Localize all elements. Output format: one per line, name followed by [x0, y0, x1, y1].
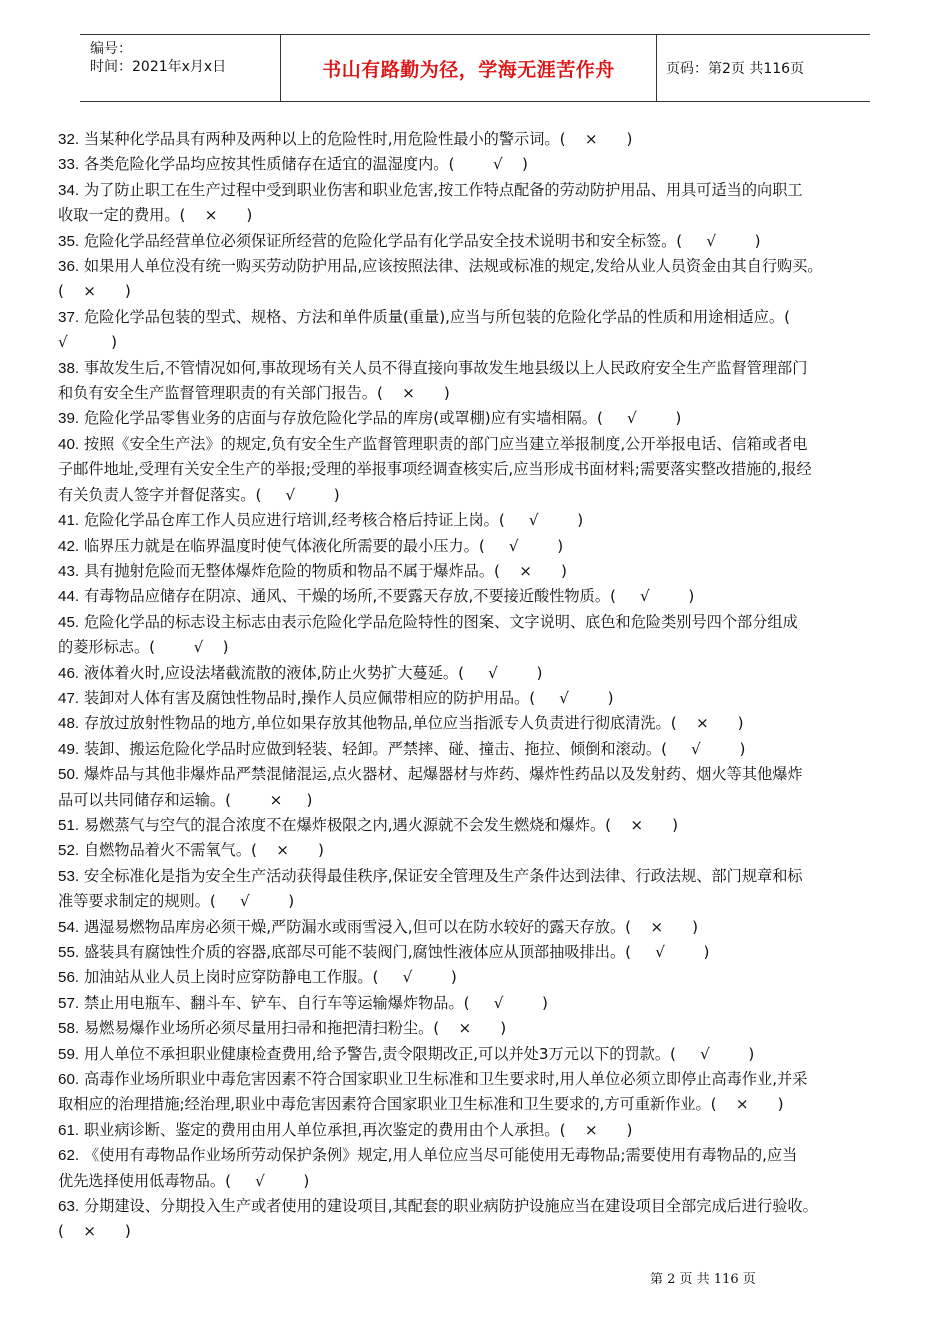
- question-text: 有毒物品应储存在阴凉、通风、干燥的场所,不要露天存放,不要接近酸性物质。( √ ): [83, 587, 695, 606]
- question-text: 当某种化学品具有两种及两种以上的危险性时,用危险性最小的警示词。( × ): [83, 130, 633, 148]
- question-text: 危险化学品零售业务的店面与存放危险化学品的库房(或罩棚)应有实墙相隔。( √ ): [83, 409, 682, 428]
- question-line: [58, 127, 903, 152]
- serial-label: 编号：: [90, 41, 132, 57]
- question-line: [58, 584, 903, 609]
- question-number: 60.: [58, 1071, 80, 1089]
- question-number: 44.: [58, 588, 80, 606]
- question-number: 34.: [58, 181, 80, 199]
- question-number: 54.: [58, 918, 80, 936]
- question-line: [58, 1092, 903, 1117]
- question-text: 事故发生后,不管情况如何,事故现场有关人员不得直接向事故发生地县级以上人民政府安全生产监督管理部门: [83, 358, 808, 377]
- question-text: 分期建设、分期投入生产或者使用的建设项目,其配套的职业病防护设施应当在建设项目全部完成后进行验收。: [83, 1197, 818, 1216]
- question-text: 危险化学品包装的型式、规格、方法和单件质量(重量),应当与所包装的危险化学品的性质和用途相适应。(: [83, 307, 790, 326]
- question-text: 取相应的治理措施;经治理,职业中毒危害因素符合国家职业卫生标准和卫生要求的,方可重新作业。( × ): [58, 1095, 784, 1114]
- question-number: 42.: [58, 537, 80, 555]
- question-line: [58, 661, 903, 686]
- question-line: [58, 915, 903, 940]
- question-line: [58, 356, 903, 381]
- question-text: 各类危险化学品均应按其性质储存在适宜的温湿度内。( √ ): [83, 155, 528, 174]
- question-line: [58, 762, 903, 787]
- question-text: 品可以共同储存和运输。( × ): [58, 790, 313, 809]
- question-line: [58, 813, 903, 838]
- date-label: 时间：2021年x月x日: [90, 59, 227, 75]
- question-number: 48.: [58, 715, 80, 733]
- question-line: [58, 991, 903, 1016]
- header-page-cell: [656, 34, 870, 102]
- question-line: [58, 203, 903, 228]
- header-meta-cell: [80, 34, 280, 102]
- question-text: 用人单位不承担职业健康检查费用,给予警告,责令限期改正,可以并处3万元以下的罚款。( √ ): [83, 1044, 755, 1063]
- motto: 书山有路勤为径，学海无涯苦作舟: [322, 58, 615, 81]
- question-line: [58, 508, 903, 533]
- question-text: 易燃蒸气与空气的混合浓度不在爆炸极限之内,遇火源就不会发生燃烧和爆炸。( × ): [83, 815, 679, 834]
- question-text: 高毒作业场所职业中毒危害因素不符合国家职业卫生标准和卫生要求时,用人单位必须立即停止高毒作业,并采: [83, 1070, 808, 1089]
- question-text: 有关负责人签字并督促落实。( √ ): [58, 485, 340, 504]
- question-line: [58, 635, 903, 660]
- question-line: [58, 1143, 903, 1168]
- question-text: 易燃易爆作业场所必须尽量用扫帚和拖把清扫粉尘。( × ): [83, 1019, 507, 1038]
- question-line: [58, 483, 903, 508]
- question-number: 39.: [58, 410, 80, 428]
- question-line: [58, 152, 903, 177]
- question-line: [58, 838, 903, 863]
- question-number: 53.: [58, 867, 80, 885]
- question-number: 63.: [58, 1198, 80, 1216]
- page-footer: 第 2 页 共 116 页: [650, 1272, 756, 1287]
- question-number: 55.: [58, 944, 80, 961]
- question-text: 加油站从业人员上岗时应穿防静电工作服。( √ ): [83, 968, 457, 987]
- question-text: 盛装具有腐蚀性介质的容器,底部尽可能不装阀门,腐蚀性液体应从顶部抽吸排出。( √ ): [83, 943, 710, 961]
- question-line: [58, 1042, 903, 1067]
- question-number: 43.: [58, 562, 80, 580]
- question-text: 安全标准化是指为安全生产活动获得最佳秩序,保证安全管理及生产条件达到法律、行政法规、部门规章和标: [83, 866, 803, 885]
- question-line: [58, 610, 903, 635]
- header-page-label: 页码：第2页 共116页: [666, 61, 805, 77]
- question-number: 58.: [58, 1020, 80, 1038]
- question-number: 50.: [58, 766, 80, 784]
- document-header: [80, 34, 870, 102]
- question-text: 存放过放射性物品的地方,单位如果存放其他物品,单位应当指派专人负责进行彻底清洗。( × ): [83, 714, 744, 733]
- question-text: 危险化学品的标志设主标志由表示危险化学品危险特性的图案、文字说明、底色和危险类别号四个部分组成: [83, 612, 798, 631]
- question-number: 51.: [58, 816, 80, 834]
- question-text: 按照《安全生产法》的规定,负有安全生产监督管理职责的部门应当建立举报制度,公开举报电话、信箱或者电: [83, 434, 808, 453]
- question-text: 临界压力就是在临界温度时使气体液化所需要的最小压力。( √ ): [83, 536, 564, 555]
- question-number: 56.: [58, 969, 80, 987]
- question-line: [58, 305, 903, 330]
- question-text: 危险化学品经营单位必须保证所经营的危险化学品有化学品安全技术说明书和安全标签。( √ ): [83, 231, 761, 250]
- question-line: [58, 534, 903, 559]
- question-line: [58, 1118, 903, 1143]
- question-number: 47.: [58, 689, 80, 707]
- question-line: [58, 889, 903, 914]
- question-text: 爆炸品与其他非爆炸品严禁混储混运,点火器材、起爆器材与炸药、爆炸性药品以及发射药、烟火等其他爆炸: [83, 765, 803, 784]
- question-text: 具有抛射危险而无整体爆炸危险的物质和物品不属于爆炸品。( × ): [83, 561, 567, 580]
- question-text: 《使用有毒物品作业场所劳动保护条例》规定,用人单位应当尽可能使用无毒物品;需要使用有毒物品的,应当: [83, 1146, 798, 1165]
- question-line: [58, 381, 903, 406]
- question-line: [58, 1067, 903, 1092]
- question-number: 36.: [58, 258, 80, 276]
- question-text: 自燃物品着火不需氧气。( × ): [83, 841, 324, 860]
- question-text: 装卸、搬运危险化学品时应做到轻装、轻卸。严禁摔、碰、撞击、拖拉、倾倒和滚动。( √ ): [83, 739, 746, 758]
- question-text: 的菱形标志。( √ ): [58, 638, 229, 657]
- question-line: [58, 406, 903, 431]
- question-text: 液体着火时,应设法堵截流散的液体,防止火势扩大蔓延。( √ ): [83, 663, 543, 682]
- question-text: 和负有安全生产监督管理职责的有关部门报告。( × ): [58, 384, 450, 403]
- question-number: 59.: [58, 1045, 80, 1063]
- question-number: 45.: [58, 613, 80, 631]
- question-line: [58, 559, 903, 584]
- question-line: [58, 686, 903, 711]
- question-text: 收取一定的费用。( × ): [58, 206, 253, 225]
- question-line: [58, 965, 903, 990]
- question-line: [58, 229, 903, 254]
- question-number: 37.: [58, 308, 80, 326]
- question-line: [58, 457, 903, 482]
- question-number: 46.: [58, 664, 80, 682]
- question-number: 35.: [58, 232, 80, 250]
- question-line: [58, 940, 903, 965]
- question-number: 38.: [58, 359, 80, 377]
- question-line: [58, 711, 903, 736]
- question-line: [58, 254, 903, 279]
- question-number: 33.: [58, 156, 80, 174]
- question-text: 职业病诊断、鉴定的费用由用人单位承担,再次鉴定的费用由个人承担。( × ): [83, 1120, 633, 1139]
- question-text: 遇湿易燃物品库房必须干燥,严防漏水或雨雪浸入,但可以在防水较好的露天存放。( × ): [83, 917, 699, 936]
- question-text: 为了防止职工在生产过程中受到职业伤害和职业危害,按工作特点配备的劳动防护用品、用具可适当的向职工: [83, 180, 803, 199]
- question-number: 61.: [58, 1121, 80, 1139]
- question-line: [58, 1169, 903, 1194]
- question-text: 危险化学品仓库工作人员应进行培训,经考核合格后持证上岗。( √ ): [83, 511, 584, 530]
- question-number: 40.: [58, 435, 80, 453]
- question-number: 62.: [58, 1147, 80, 1165]
- question-line: [58, 1194, 903, 1219]
- question-line: [58, 178, 903, 203]
- question-line: [58, 1016, 903, 1041]
- question-line: [58, 1219, 903, 1244]
- question-number: 32.: [58, 131, 80, 148]
- question-text: √ ): [58, 333, 118, 352]
- question-line: [58, 330, 903, 355]
- question-text: 优先选择使用低毒物品。( √ ): [58, 1171, 310, 1190]
- question-line: [58, 788, 903, 813]
- question-list: [58, 127, 903, 1245]
- question-line: [58, 279, 903, 304]
- question-text: 子邮件地址,受理有关安全生产的举报;受理的举报事项经调查核实后,应当形成书面材料;需要落实整改措施的,报经: [58, 460, 812, 479]
- header-motto-cell: [280, 34, 657, 102]
- question-line: [58, 432, 903, 457]
- question-text: 禁止用电瓶车、翻斗车、铲车、自行车等运输爆炸物品。( √ ): [83, 993, 548, 1012]
- question-text: ( × ): [58, 282, 131, 301]
- question-number: 52.: [58, 842, 80, 860]
- question-number: 57.: [58, 994, 80, 1012]
- question-number: 41.: [58, 512, 80, 530]
- question-text: 装卸对人体有害及腐蚀性物品时,操作人员应佩带相应的防护用品。( √ ): [83, 688, 614, 707]
- question-line: [58, 737, 903, 762]
- question-text: 如果用人单位没有统一购买劳动防护用品,应该按照法律、法规或标准的规定,发给从业人员资金由其自行购买。: [83, 257, 823, 276]
- question-text: 准等要求制定的规则。( √ ): [58, 892, 295, 911]
- question-line: [58, 864, 903, 889]
- question-number: 49.: [58, 740, 80, 758]
- question-text: ( × ): [58, 1222, 131, 1241]
